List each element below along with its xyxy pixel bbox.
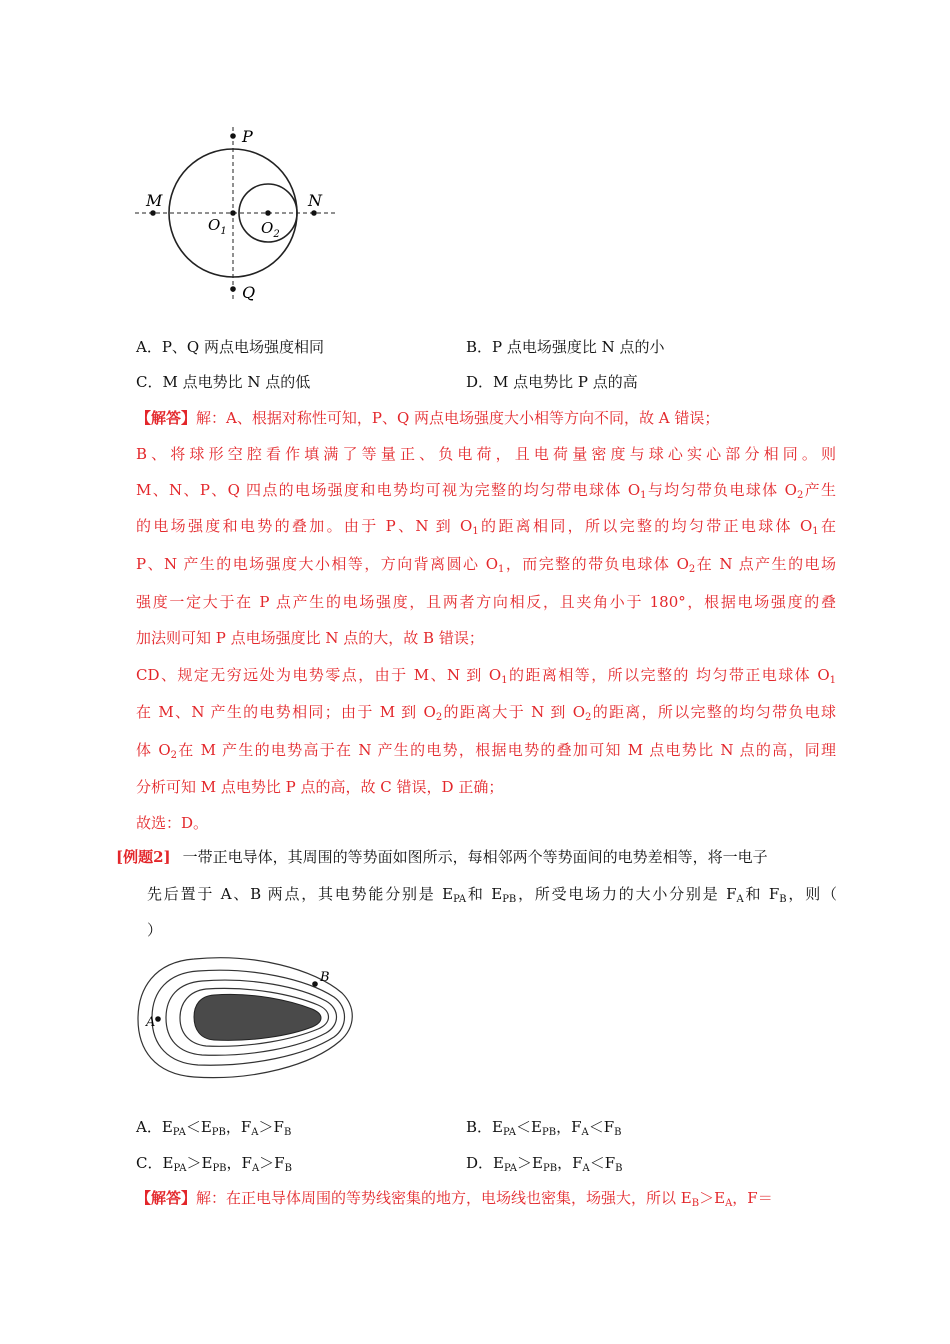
answer1-line-4: 的电场强度和电势的叠加。由于 P、N 到 $O_1$的距离相同，所以完整的均匀带正电球体 $O_1$在: [136, 517, 836, 537]
point-M: [150, 210, 156, 216]
label-M: M: [146, 191, 163, 210]
label-O1: $O_1$: [208, 216, 227, 237]
figure-equipotential: [134, 955, 356, 1083]
label-Q: Q: [242, 283, 256, 302]
label-P: P: [242, 127, 253, 146]
charged-conductor: [194, 994, 321, 1040]
figure-spherical-cavity: [130, 122, 345, 307]
point-A: [155, 1016, 161, 1022]
answer1-line-5: P、N 产生的电场强度大小相等，方向背离圆心 $O_1$，而完整的带负电球体 $O_2$在 N 点产生的电场: [136, 555, 836, 575]
label-N: N: [308, 191, 322, 210]
example2-line-2: 先后置于 A、B 两点，其电势能分别是 $E_{PA}$和 $E_{PB}$，所受电场力的大小分别是 $F_A$和 $F_B$，则（: [147, 885, 837, 905]
answer1-line-12: 故选：D。: [136, 814, 209, 832]
point-P: [230, 133, 236, 139]
point-Q: [230, 286, 236, 292]
answer1-tag: 【解答】: [136, 409, 197, 427]
example2-text-1: 一带正电导体，其周围的等势面如图所示，每相邻两个等势面间的电势差相等，将一电子: [182, 848, 768, 866]
q1-option-B[interactable]: B．P 点电场强度比 N 点的小: [466, 338, 665, 356]
point-B: [312, 981, 318, 987]
q2-option-C[interactable]: C．$E_{PA}>E_{PB}$，$F_A>F_B$: [136, 1154, 292, 1174]
answer2-tag: 【解答】: [136, 1189, 197, 1207]
q1-option-D[interactable]: D．M 点电势比 P 点的高: [466, 373, 638, 391]
example2-line-1: [116, 847, 768, 867]
point-O2: [265, 210, 271, 216]
answer1-line-1: [136, 408, 719, 428]
point-N: [311, 210, 317, 216]
answer1-line-7: 加法则可知 P 点电场强度比 N 点的大，故 B 错误；: [136, 629, 484, 647]
label-B: B: [320, 970, 330, 985]
q2-option-A[interactable]: A．$E_{PA}<E_{PB}$，$F_A>F_B$: [136, 1118, 292, 1138]
example2-line-3: ）: [147, 921, 163, 939]
answer1-line-6: 强度一定大于在 P 点产生的电场强度，且两者方向相反，且夹角小于 180°，根据电场强度的叠: [136, 593, 836, 611]
q1-option-A[interactable]: A．P、Q 两点电场强度相同: [136, 338, 324, 356]
label-A: A: [146, 1015, 156, 1030]
answer1-line-10: 体 $O_2$在 M 产生的电势高于在 N 产生的电势，根据电势的叠加可知 M 点电势比 N 点的高，同理: [136, 741, 836, 761]
answer1-text-1: 解：A、根据对称性可知，P、Q 两点电场强度大小相等方向不同，故 A 错误；: [196, 409, 720, 427]
q1-option-C[interactable]: C．M 点电势比 N 点的低: [136, 373, 311, 391]
answer1-line-2: B、将球形空腔看作填满了等量正、负电荷，且电荷量密度与球心实心部分相同。则: [136, 445, 836, 463]
answer2-line-1: 【解答】解：在正电导体周围的等势线密集的地方，电场线也密集，场强大，所以 $E_B>E_A$，F＝: [136, 1189, 773, 1209]
q2-option-D[interactable]: D．$E_{PA}>E_{PB}$，$F_A<F_B$: [466, 1154, 623, 1174]
example2-tag: [例题2]: [116, 848, 171, 866]
label-O2: $O_2$: [261, 219, 280, 240]
point-O1: [230, 210, 236, 216]
answer1-line-8: CD、规定无穷远处为电势零点，由于 M、N 到 $O_1$的距离相等，所以完整的 均匀带正电球体 $O_1$: [136, 666, 836, 686]
answer1-line-11: 分析可知 M 点电势比 P 点的高，故 C 错误，D 正确；: [136, 778, 504, 796]
answer1-line-9: 在 M、N 产生的电势相同；由于 M 到 $O_2$的距离大于 N 到 $O_2$的距离，所以完整的均匀带负电球: [136, 703, 837, 723]
answer1-line-3: M、N、P、Q 四点的电场强度和电势均可视为完整的均匀带电球体 $O_1$与均匀带负电球体 $O_2$产生: [136, 481, 836, 501]
q2-option-B[interactable]: B．$E_{PA}<E_{PB}$，$F_A<F_B$: [466, 1118, 622, 1138]
